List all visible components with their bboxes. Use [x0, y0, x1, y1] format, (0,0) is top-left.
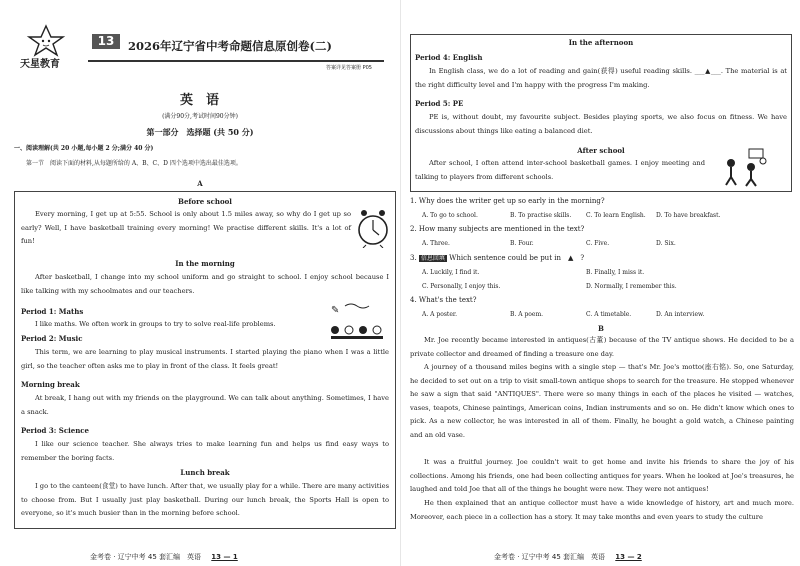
q4-option-c: C. A timetable.: [586, 311, 632, 318]
brand-logo: [16, 24, 86, 68]
passage-a-box: [14, 191, 396, 529]
q3-type-tag: 信息回填: [420, 255, 445, 262]
passage-a-continued-box: [410, 34, 792, 192]
para-after-school: After school, I often attend inter-school basketball games. I enjoy meeting and talking to players from different schools.: [415, 159, 705, 181]
q3-option-d: D. Normally, I remember this.: [586, 283, 677, 290]
q3-number: 3.: [410, 254, 417, 262]
q1-option-d: D. To have breakfast.: [656, 212, 721, 219]
brand-name: 天星教育: [20, 59, 60, 70]
q2-option-d: D. Six.: [656, 240, 676, 247]
heading-period-4: Period 4: English: [415, 53, 483, 62]
q4-option-d: D. An interview.: [656, 311, 705, 318]
heading-in-the-morning: In the morning: [175, 259, 235, 268]
students-illustration-icon: [327, 300, 387, 342]
section1-instructions: 第一节 阅读下面的材料,从每题所给的 A、B、C、D 四个选项中选出最佳选项。: [26, 160, 242, 167]
q2-option-c: C. Five.: [586, 240, 610, 247]
question-4-stem: 4. What's the text?: [410, 296, 477, 304]
para-in-the-morning: After basketball, I change into my school uniform and go straight to school. I enjoy school because I like talking with my schoolmates and our teachers.: [21, 273, 389, 295]
para-period-3: I like our science teacher. She always tries to make learning fun and helps us find easy ways to remember the boring facts.: [21, 440, 389, 462]
heading-period-2: Period 2: Music: [21, 334, 83, 343]
subject-title: 英 语: [180, 93, 220, 108]
passage-b-para-1: Mr. Joe recently became interested in antiques(古董) because of the TV antique shows. He decided to be a private collector and dreamed of finding a treasure one day.: [410, 336, 794, 358]
footer-left: [90, 552, 238, 562]
section1-heading: 一、阅读理解(共 20 小题,每小题 2 分;满分 40 分): [14, 145, 154, 152]
heading-period-5: Period 5: PE: [415, 99, 464, 108]
heading-period-3: Period 3: Science: [21, 426, 90, 435]
heading-lunch-break: Lunch break: [180, 468, 230, 477]
basketball-players-icon: [719, 147, 771, 187]
para-period-1: I like maths. We often work in groups to try to solve real-life problems.: [35, 320, 276, 328]
heading-in-the-afternoon: In the afternoon: [568, 38, 634, 47]
q4-option-a: A. A poster.: [422, 311, 457, 318]
question-1: [410, 197, 605, 206]
header-rule: [88, 60, 384, 62]
passage-b-para-2: A journey of a thousand miles begins with a single step — that's Mr. Joe's motto(座右铭). So, one Saturday, he decided to set out on a trip to visit small-town antique shops to search for the treasure. He stopped whenever he saw a sign that said "ANTIQUES". There were so many things in each of the places he visited — watches, vases, teapots, Chinese paintings, American coins, Indian instruments and so on. He didn't know which ones to pick. As a new collector, he was interested in all of them. Finally, he bought a gold watch, a Chinese painting and an old vase.: [410, 363, 794, 439]
q3-option-c: C. Personally, I enjoy this.: [422, 283, 501, 290]
q3-option-a: A. Luckily, I find it.: [422, 269, 480, 276]
passage-label-b: B: [598, 324, 604, 333]
passage-b-para-3: It was a fruitful journey. Joe couldn't wait to get home and invite his friends to share the joy of his collections. Among his friends, one had been collecting antiques for years. When he looked at Joe's treasures, he laughed and told Joe that all of the things he bought were new. They were not antiques!: [410, 458, 794, 494]
heading-before-school: Before school: [178, 197, 232, 206]
para-before-school: Every morning, I get up at 5:55. School is only about 1.5 miles away, so why do I get up so early? Well, I have basketball training every morning! We practise different skills. It's a lot of fun!: [21, 210, 351, 246]
q1-option-a: A. To go to school.: [422, 212, 478, 219]
paper-number: 13: [92, 34, 120, 49]
para-period-4: In English class, we do a lot of reading and gain(获得) useful reading skills. ___▲___. The material is at the right difficulty level and I'm happy with the progress I'm making.: [415, 67, 787, 89]
right-page: [402, 0, 800, 566]
answer-reference: 答案详见答案册 P05: [326, 65, 372, 71]
q3-text: Which sentence could be put in ▲ ?: [449, 254, 585, 262]
question-1-stem: 1. Why does the writer get up so early in the morning?: [410, 197, 605, 205]
footer-right-text: 金考卷 · 辽宁中考 45 套汇编 英语: [494, 553, 606, 561]
part1-title: 第一部分 选择题 (共 50 分): [146, 127, 254, 137]
exam-title: 2026年辽宁省中考命题信息原创卷(二): [128, 39, 332, 53]
para-period-5: PE is, without doubt, my favourite subject. Besides playing sports, we also focus on fitness. We have discussions about things like eating a balanced diet.: [415, 113, 787, 135]
heading-after-school: After school: [577, 146, 625, 155]
question-3-stem: [410, 254, 584, 263]
footer-right-page: 13 — 2: [615, 553, 642, 561]
para-morning-break: At break, I hang out with my friends on the playground. We can talk about anything. Sometimes, I have a snack.: [21, 394, 389, 416]
question-2-stem: 2. How many subjects are mentioned in the text?: [410, 225, 585, 233]
footer-right: [494, 552, 642, 562]
para-period-2: This term, we are learning to play musical instruments. I started playing the piano when I was a little girl, so the teacher often asks me to play in front of the class. It feels great!: [21, 348, 389, 370]
q4-option-b: B. A poem.: [510, 311, 544, 318]
passage-label-a: A: [197, 179, 203, 188]
exam-info: (满分90分,考试时间90分钟): [162, 113, 238, 120]
q1-option-b: B. To practise skills.: [510, 212, 572, 219]
footer-left-text: 金考卷 · 辽宁中考 45 套汇编 英语: [90, 553, 202, 561]
para-lunch-break: I go to the canteen(食堂) to have lunch. After that, we usually play for a while. There are many activities to choose from. But I usually just play basketball. During our lunch break, the Sports Hall is open to everyone, so it's much busier than in the morning before school.: [21, 482, 389, 518]
page-divider: [400, 0, 401, 566]
q1-option-c: C. To learn English.: [586, 212, 646, 219]
heading-morning-break: Morning break: [21, 380, 80, 389]
q3-option-b: B. Finally, I miss it.: [586, 269, 645, 276]
clock-icon: [357, 206, 389, 248]
q2-option-a: A. Three.: [422, 240, 450, 247]
svg-text:✎: ✎: [331, 305, 340, 316]
footer-left-page: 13 — 1: [211, 553, 238, 561]
passage-b-para-4: He then explained that an antique collector must have a wide knowledge of history, art and much more. Moreover, each piece in a collection has a story. It may take months and even years to study the culture: [410, 499, 794, 521]
heading-period-1: Period 1: Maths: [21, 307, 84, 316]
q2-option-b: B. Four.: [510, 240, 534, 247]
